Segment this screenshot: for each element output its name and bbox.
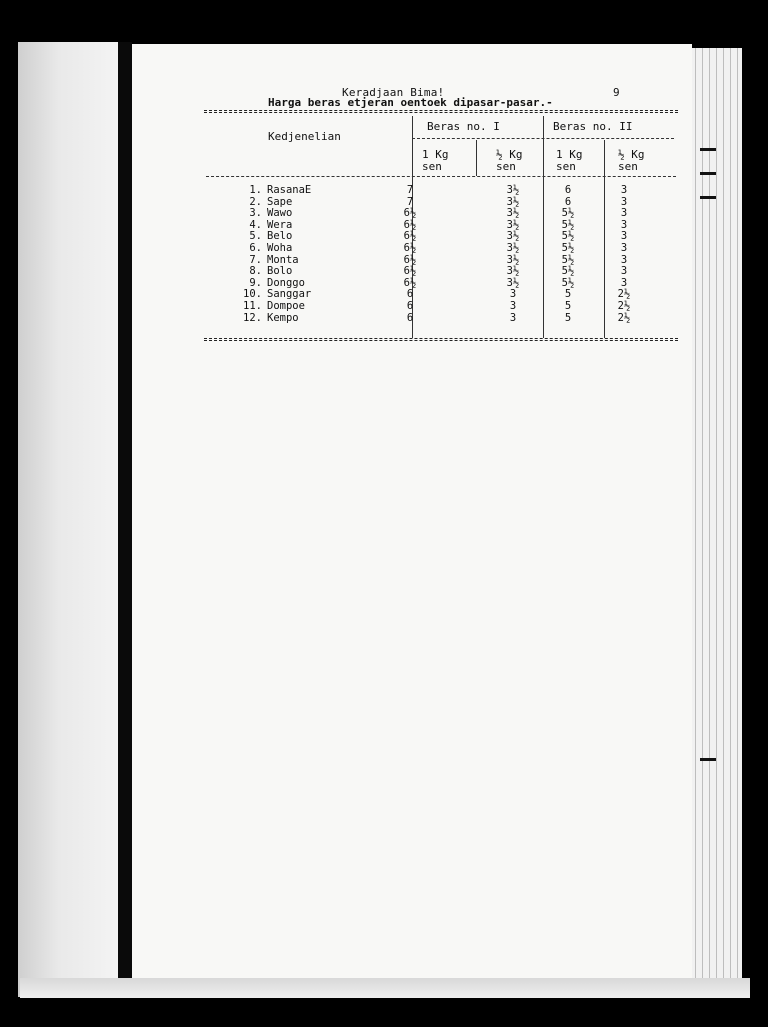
price-cell: 6 [406,311,414,324]
row-number: 3. [249,207,262,220]
price-cell: 3½ [506,184,520,196]
price-cell: 3 [620,184,628,196]
price-cell: 5 [564,311,572,324]
row-number: 6. [249,242,262,254]
price-cell: 5 [564,300,572,312]
row-number: 5. [249,230,262,243]
book-binding [118,42,132,997]
bottom-page-edge [20,978,750,998]
unit-weight-label: 1 Kg [556,148,583,161]
unit-weight-label: ½ Kg [496,148,523,161]
price-cell: 6½ [403,265,417,278]
price-cell: 3 [620,207,628,220]
location-name: Monta [267,253,299,266]
row-number: 10. [243,288,262,301]
header-bottom-rule [206,176,676,177]
price-cell: 3½ [506,230,520,243]
unit-currency-label: sen [422,160,442,173]
left-page-edge [18,42,120,997]
row-number: 4. [249,218,262,231]
price-cell: 6½ [403,230,417,243]
location-name: Wera [267,218,293,231]
unit-currency-label: sen [556,160,576,173]
location-name: Sape [267,195,293,208]
location-name: RasanaE [267,184,312,196]
price-cell: 3½ [506,276,520,289]
price-cell: 3½ [506,195,520,208]
location-name: Bolo [267,265,293,278]
location-header: Kedjenelian [268,130,341,143]
price-cell: 3½ [506,207,520,220]
unit-weight-label: ½ Kg [618,148,645,161]
location-name: Donggo [267,276,305,289]
price-cell: 5½ [561,218,575,231]
tab-marker [700,172,716,175]
location-name: Sanggar [267,288,312,301]
table-bottom-rule [204,338,678,341]
unit-currency-label: sen [618,160,638,173]
document-title: Keradjaan Bima! [342,86,445,99]
location-name: Belo [267,230,293,243]
price-cell: 7 [406,195,414,208]
price-cell: 5½ [561,276,575,289]
row-number: 11. [243,300,262,312]
price-cell: 3 [620,195,628,208]
price-cell: 2½ [617,300,631,312]
location-name: Kempo [267,311,299,324]
price-cell: 3 [509,311,517,324]
tab-marker [700,148,716,151]
price-cell: 3 [620,218,628,231]
rice-grade-2-header: Beras no. II [553,120,633,133]
row-number: 9. [249,276,262,289]
row-number: 12. [243,311,262,324]
column-divider [543,116,544,338]
page-number: 9 [613,86,620,99]
price-cell: 6 [406,300,414,312]
table-top-rule [204,110,678,113]
price-cell: 6½ [403,218,417,231]
price-cell: 3 [620,230,628,243]
price-cell: 3½ [506,242,520,254]
price-cell: 2½ [617,288,631,301]
location-name: Dompoe [267,300,305,312]
row-number: 1. [249,184,262,196]
price-cell: 5½ [561,265,575,278]
price-cell: 2½ [617,311,631,324]
right-page-edges [692,48,742,983]
rice-grade-1-header: Beras no. I [427,120,500,133]
price-cell: 6 [406,288,414,301]
location-name: Woha [267,242,293,254]
price-cell: 3 [620,276,628,289]
price-cell: 3 [509,300,517,312]
location-name: Wawo [267,207,293,220]
document-subtitle: Harga beras etjeran oentoek dipasar-pasar.- [268,96,553,109]
row-number: 2. [249,195,262,208]
price-cell: 5½ [561,207,575,220]
price-cell: 3 [620,253,628,266]
row-number: 8. [249,265,262,278]
price-cell: 5½ [561,242,575,254]
column-divider [476,140,477,176]
price-cell: 6 [564,184,572,196]
price-cell: 6 [564,195,572,208]
price-cell: 6½ [403,253,417,266]
price-cell: 3 [509,288,517,301]
tab-marker [700,758,716,761]
price-cell: 5 [564,288,572,301]
unit-weight-label: 1 Kg [422,148,449,161]
price-cell: 3½ [506,265,520,278]
unit-currency-label: sen [496,160,516,173]
price-cell: 3 [620,265,628,278]
price-cell: 5½ [561,253,575,266]
price-cell: 5½ [561,230,575,243]
price-cell: 3 [620,242,628,254]
price-cell: 7 [406,184,414,196]
row-number: 7. [249,253,262,266]
tab-marker [700,196,716,199]
price-cell: 6½ [403,276,417,289]
price-cell: 3½ [506,218,520,231]
price-cell: 6½ [403,242,417,254]
price-cell: 6½ [403,207,417,220]
price-cell: 3½ [506,253,520,266]
